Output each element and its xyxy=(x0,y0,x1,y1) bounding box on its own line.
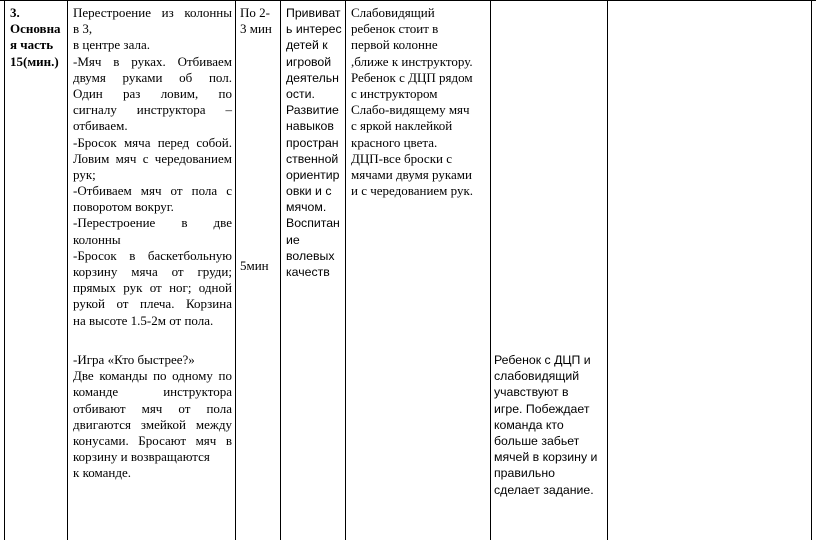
task-line: ь интерес xyxy=(286,22,342,37)
exercise-line-word: перед xyxy=(157,134,190,150)
column-divider xyxy=(490,0,491,540)
task-line: ие xyxy=(286,232,300,247)
game-line-word: команде xyxy=(73,384,119,400)
exercise-line-word: раз xyxy=(123,85,141,101)
game-line-word: одному xyxy=(172,368,213,384)
exercise-line-word: от xyxy=(116,296,129,312)
exercise-list xyxy=(73,5,232,329)
game-line-word: по xyxy=(218,368,232,384)
exercise-line-word: инструктора xyxy=(136,102,206,118)
game-note-line: правильно xyxy=(494,466,555,481)
exercise-line: отбиваем. xyxy=(73,118,128,134)
note-line: первой колонне xyxy=(351,37,438,53)
exercise-line-word: из xyxy=(161,5,174,20)
exercise-line-word: чередованием xyxy=(154,150,232,166)
exercise-line-word: рук xyxy=(123,280,143,296)
exercise-line xyxy=(73,70,232,86)
exercise-line-word: корзину xyxy=(73,264,118,279)
exercise-line-word: одной xyxy=(198,280,232,296)
task-line: навыков xyxy=(286,119,334,134)
task-line: мячом. xyxy=(286,200,327,215)
exercise-line-word: руках. xyxy=(131,53,166,69)
task-line: игровой xyxy=(286,54,332,69)
exercise-line: колонны xyxy=(73,231,121,247)
column-divider xyxy=(280,0,281,540)
exercise-line xyxy=(73,183,232,199)
task-line: деятельн xyxy=(286,70,339,85)
exercise-line-word: об xyxy=(179,69,193,85)
game-line-word: от xyxy=(178,400,191,416)
duration-line: 5мин xyxy=(240,258,269,273)
note-line: Ребенок с ДЦП рядом xyxy=(351,69,473,85)
exercise-line xyxy=(73,102,232,118)
exercise-line-word: Один xyxy=(73,85,103,101)
column-divider xyxy=(607,0,608,540)
tasks-cell xyxy=(286,5,344,280)
note-line: ДЦП-все броски с xyxy=(351,150,452,166)
game-line-word: двигаются xyxy=(73,416,131,432)
exercise-line-word: две xyxy=(213,215,232,231)
game-line: -Игра «Кто быстрее?» xyxy=(73,352,195,367)
duration-line: 3 мин xyxy=(240,21,272,37)
exercise-line xyxy=(73,280,232,296)
exercise-line xyxy=(73,264,232,280)
table-top-border xyxy=(0,0,816,1)
exercise-line-word: -Бросок xyxy=(73,247,117,263)
game-notes-cell xyxy=(494,352,606,498)
note-line: Слабо-видящему мяч xyxy=(351,102,470,118)
exercise-line-word: мяч xyxy=(115,150,137,166)
game-note-line: команда кто xyxy=(494,417,564,432)
exercise-line-word: -Бросок xyxy=(73,134,117,150)
note-line: с инструктором xyxy=(351,85,438,101)
task-line: Прививат xyxy=(286,6,341,20)
game-line-word: змейкой xyxy=(140,416,186,432)
game-line xyxy=(73,384,232,400)
exercise-line xyxy=(73,86,232,102)
exercise-line-word: в xyxy=(129,247,136,263)
game-line-word: Две xyxy=(73,368,94,384)
note-line: красного цвета. xyxy=(351,134,438,150)
game-note-line: слабовидящий xyxy=(494,369,580,384)
game-note-line: учавствуют в xyxy=(494,385,569,400)
exercise-line: поворотом вокруг. xyxy=(73,199,174,215)
exercise-line-word: по xyxy=(218,85,232,101)
exercise-line-word: ног; xyxy=(169,280,192,296)
exercise-line-word: – xyxy=(225,102,232,118)
task-line: простран xyxy=(286,135,339,150)
exercise-line: рук; xyxy=(73,166,96,182)
note-line: мячами двумя руками xyxy=(351,166,472,182)
game-line-word: инструктора xyxy=(163,384,232,400)
task-line: Воспитан xyxy=(286,216,340,231)
exercise-line-word: от xyxy=(149,280,162,296)
exercise-line-word: мяч xyxy=(140,183,162,199)
section-line: 15(мин.) xyxy=(10,53,59,69)
exercise-line-word: Корзина xyxy=(185,296,232,312)
exercise-line-word: груди; xyxy=(197,264,232,279)
game-note-line: игре. Побеждает xyxy=(494,401,590,416)
section-line: я часть xyxy=(10,37,54,53)
game-line-word: мяч xyxy=(141,400,163,416)
note-line: с яркой наклейкой xyxy=(351,118,453,134)
note-line: и с чередованием рук. xyxy=(351,183,474,199)
game-line-word: мяч xyxy=(195,432,217,448)
notes-cell xyxy=(351,5,489,199)
exercise-line xyxy=(73,151,232,167)
exercise-line-word: Перестроение xyxy=(73,5,151,20)
game-line xyxy=(73,433,232,449)
game-line-word: по xyxy=(153,368,167,384)
duration-cell xyxy=(240,258,278,274)
game-line-word: конусами. xyxy=(73,432,129,448)
exercise-line xyxy=(73,5,232,21)
exercise-line-word: с xyxy=(142,150,149,166)
column-divider xyxy=(345,0,346,540)
exercise-line: на высоте 1.5-2м от пола. xyxy=(73,312,214,328)
exercise-line xyxy=(73,135,232,151)
exercise-line: в центре зала. xyxy=(73,37,150,53)
exercise-line xyxy=(73,54,232,70)
column-divider xyxy=(811,0,812,540)
exercise-line-word: рукой xyxy=(73,296,105,312)
exercise-line-word: прямых xyxy=(73,280,116,296)
game-line: корзину и возвращаются xyxy=(73,449,210,465)
game-line xyxy=(73,401,232,417)
game-line-word: Бросают xyxy=(138,432,187,448)
section-line: 3. xyxy=(10,5,20,20)
note-line: ,ближе к инструктору. xyxy=(351,53,473,69)
exercise-line-word: руками xyxy=(122,69,163,85)
game-note-line: мячей в корзину и xyxy=(494,450,598,465)
exercise-line-word: собой. xyxy=(196,134,232,150)
task-line: ориентир xyxy=(286,167,340,182)
task-line: качеств xyxy=(286,265,330,279)
task-line: овки и с xyxy=(286,184,332,199)
exercise-line-word: баскетбольную xyxy=(147,247,232,263)
exercise-line xyxy=(73,248,232,264)
game-line-word: пола xyxy=(206,400,232,416)
exercise-line-word: в xyxy=(181,215,188,231)
exercise-line-word: с xyxy=(226,183,232,199)
game-line: к команде. xyxy=(73,465,131,481)
game-line xyxy=(73,368,232,384)
task-line: волевых xyxy=(286,248,335,263)
game-note-line: сделает задание. xyxy=(494,482,594,497)
column-divider xyxy=(4,0,5,540)
exercise-line-word: пола xyxy=(191,183,218,199)
exercise-line-word: двумя xyxy=(73,69,106,85)
duration-line: По 2- xyxy=(240,5,270,20)
exercise-line-word: колонны xyxy=(184,5,232,20)
exercise-line-word: -Перестроение xyxy=(73,215,156,231)
exercise-line: в 3, xyxy=(73,21,93,37)
exercise-line-word: ловим, xyxy=(160,85,199,101)
exercise-line-word: от xyxy=(171,264,184,279)
duration-cell xyxy=(240,5,278,37)
section-cell xyxy=(10,5,66,70)
exercise-line-word: в xyxy=(113,53,120,69)
note-line: Слабовидящий xyxy=(351,5,435,20)
game-note-line: больше забьет xyxy=(494,433,580,448)
exercise-line-word: Отбиваем xyxy=(177,53,232,69)
exercise-line-word: пол. xyxy=(208,69,232,85)
game-line xyxy=(73,417,232,433)
exercise-line-word: мяча xyxy=(123,134,151,150)
column-divider xyxy=(67,0,68,540)
exercise-line xyxy=(73,215,232,231)
task-line: Развитие xyxy=(286,103,339,118)
game-description xyxy=(73,352,232,482)
section-line: Основна xyxy=(10,21,61,37)
exercise-line-word: -Мяч xyxy=(73,53,102,69)
game-line-word: команды xyxy=(99,368,148,384)
exercise-line-word: от xyxy=(170,183,183,199)
task-line: ости. xyxy=(286,86,315,101)
game-line-word: между xyxy=(195,416,232,432)
task-line: детей к xyxy=(286,38,328,53)
exercise-line-word: сигналу xyxy=(73,102,117,118)
game-line-word: отбивают xyxy=(73,400,126,416)
game-note-line: Ребенок с ДЦП и xyxy=(494,353,591,367)
game-line-word: в xyxy=(225,432,232,448)
exercise-line-word: -Отбиваем xyxy=(73,183,132,199)
exercise-line-word: мяча xyxy=(131,264,158,279)
exercise-line xyxy=(73,296,232,312)
note-line: ребенок стоит в xyxy=(351,21,439,37)
task-line: ственной xyxy=(286,151,339,166)
exercise-line-word: плеча. xyxy=(140,296,175,312)
exercise-line-word: Ловим xyxy=(73,150,110,166)
column-divider xyxy=(235,0,236,540)
